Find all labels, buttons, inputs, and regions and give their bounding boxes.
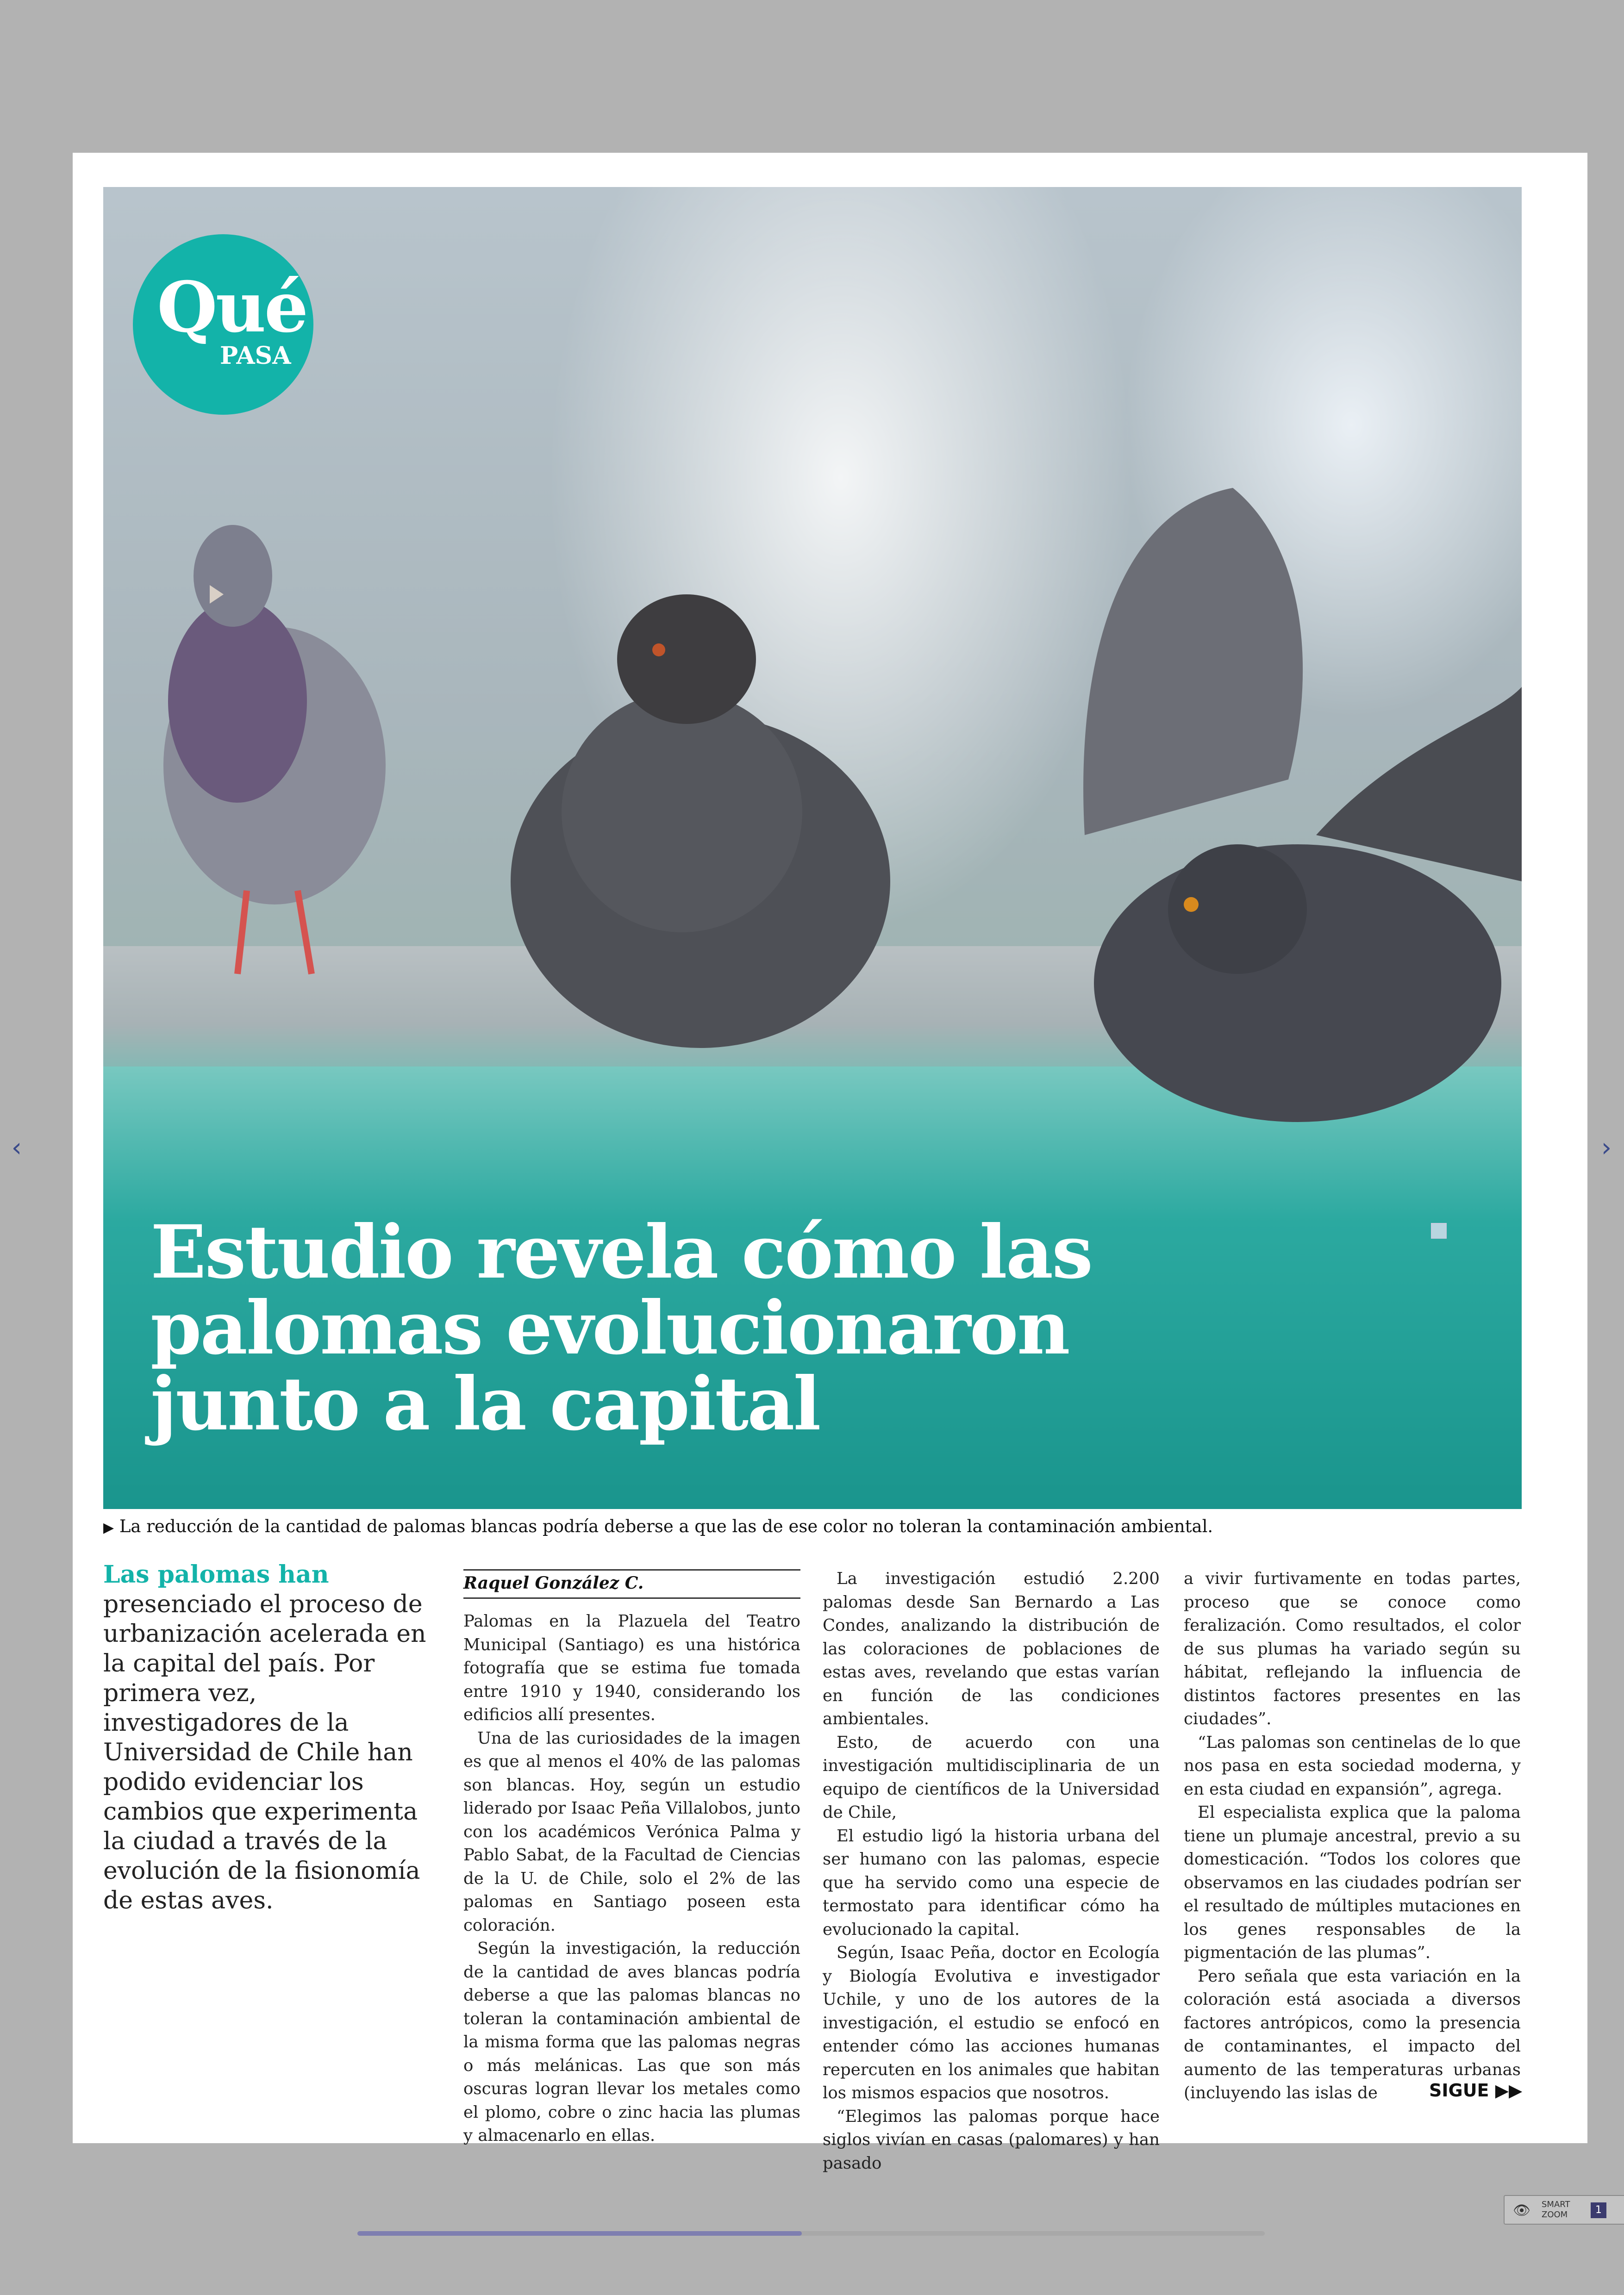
paragraph: “Las palomas son centinelas de lo que nos pasa en esta sociedad moderna, y en esta ciudad en expansión”, agrega. — [1184, 1733, 1521, 1799]
logo-big-text: Qué — [157, 267, 307, 348]
next-page-button[interactable]: › — [1601, 1133, 1612, 1163]
article-column-1 — [463, 1610, 800, 2148]
lead-accent: Las palomas han — [103, 1560, 329, 1589]
photo-caption — [103, 1516, 1522, 1536]
paragraph: Según la investigación, la reducción de la cantidad de aves blancas podría deberse a que las palomas blancas no toleran la contaminación ambiental de la misma forma que las palomas negras o más melánicas. Las que son más oscuras logran llevar los metales como el plomo, cobre o zinc hacia las plumas y almacenarlo en ellas. — [463, 1939, 800, 2145]
pigeon-right — [1083, 488, 1522, 1122]
paragraph: La investigación estudió 2.200 palomas desde San Bernardo a Las Condes, analizando la distribución de las coloraciones de poblaciones de estas aves, revelando que estas varían en función de las condiciones ambientales. — [823, 1569, 1160, 1728]
que-pasa-logo — [133, 234, 313, 415]
paragraph: El estudio ligó la historia urbana del ser humano con las palomas, especie que ha servido como una especie de termostato para identificar cómo ha evolucionado la capital. — [823, 1826, 1160, 1939]
article-headline: Estudio revela cómo las palomas evolucionaron junto a la capital — [150, 1210, 1092, 1447]
paragraph: Una de las curiosidades de la imagen es que al menos el 40% de las palomas son blancas. Hoy, según un estudio liderado por Isaac Peña Villalobos, junto con los académicos Verónica Palma y Pablo Sabat, de la Facultad de Ciencias de la U. de Chile, solo el 2% de las palomas en Santiago poseen esta coloración. — [463, 1728, 800, 1935]
paragraph: Según, Isaac Peña, doctor en Ecología y Biología Evolutiva e investigador Uchile, y uno de los autores de la investigación, el estudio se enfocó en entender cómo las acciones humanas repercuten en los animales que habitan los mismos espacios que nosotros. — [823, 1943, 1160, 2102]
page-progress-fill — [357, 2231, 802, 2236]
paragraph: Esto, de acuerdo con una investigación multidisciplinaria de un equipo de científicos de la Universidad de Chile, — [823, 1733, 1160, 1822]
caption-arrow-icon: ▶ — [103, 1520, 114, 1536]
lead-text: presenciado el proceso de urbanización acelerada en la capital del país. Por primera vez, investigadores de la Universidad de Chile han podido evidenciar los cambios que experimenta la ciudad a través de la evolución de la fisionomía de estas aves. — [103, 1590, 426, 1915]
smart-zoom-badge: 1 — [1591, 2202, 1606, 2218]
hotspot-icon[interactable] — [1431, 1223, 1447, 1239]
lead-paragraph — [103, 1560, 437, 1915]
paragraph: a vivir furtivamente en todas partes, proceso que se conoce como feralización. Como resultados, el color de sus plumas ha variado según su hábitat, reflejando la influencia de distintos factores presentes en las ciudades”. — [1184, 1569, 1521, 1728]
pigeon-middle — [511, 594, 890, 1048]
paragraph: Pero señala que esta variación en la coloración está asociada a diversos factores antrópicos, como la presencia de contaminantes, el impacto del aumento de las temperaturas urbanas (incluyendo las islas de — [1184, 1966, 1521, 2102]
article-column-3 — [1184, 1567, 1521, 2105]
smart-zoom-label: SMART ZOOM — [1542, 2200, 1570, 2220]
pigeon-left — [163, 525, 386, 974]
paragraph: El especialista explica que la paloma tiene un plumaje ancestral, previo a su domesticación. “Todos los colores que observamos en las ciudades podrían ser el resultado de múltiples mutaciones en los genes responsables de la pigmentación de las plumas”. — [1184, 1803, 1521, 1962]
caption-text: La reducción de la cantidad de palomas blancas podría deberse a que las de ese color no toleran la contaminación ambiental. — [119, 1516, 1213, 1536]
previous-page-button[interactable]: ‹ — [11, 1133, 22, 1163]
byline: Raquel González C. — [463, 1569, 800, 1599]
article-column-2 — [823, 1567, 1160, 2175]
continue-label: SIGUE ▶▶ — [1429, 2080, 1523, 2101]
paragraph: “Elegimos las palomas porque hace siglos vivían en casas (palomares) y han pasado — [823, 2107, 1160, 2173]
pigeons-photo — [103, 187, 1522, 1509]
eye-icon: 👁 — [1513, 2202, 1531, 2219]
paragraph: Palomas en la Plazuela del Teatro Municipal (Santiago) es una histórica fotografía que se estima fue tomada entre 1910 y 1940, considerando los edificios allí presentes. — [463, 1612, 800, 1724]
logo-small-text: PASA — [220, 342, 291, 370]
page-progress-bar[interactable] — [357, 2231, 1265, 2236]
smart-zoom-button[interactable] — [1504, 2195, 1624, 2225]
magazine-page — [73, 153, 1587, 2173]
